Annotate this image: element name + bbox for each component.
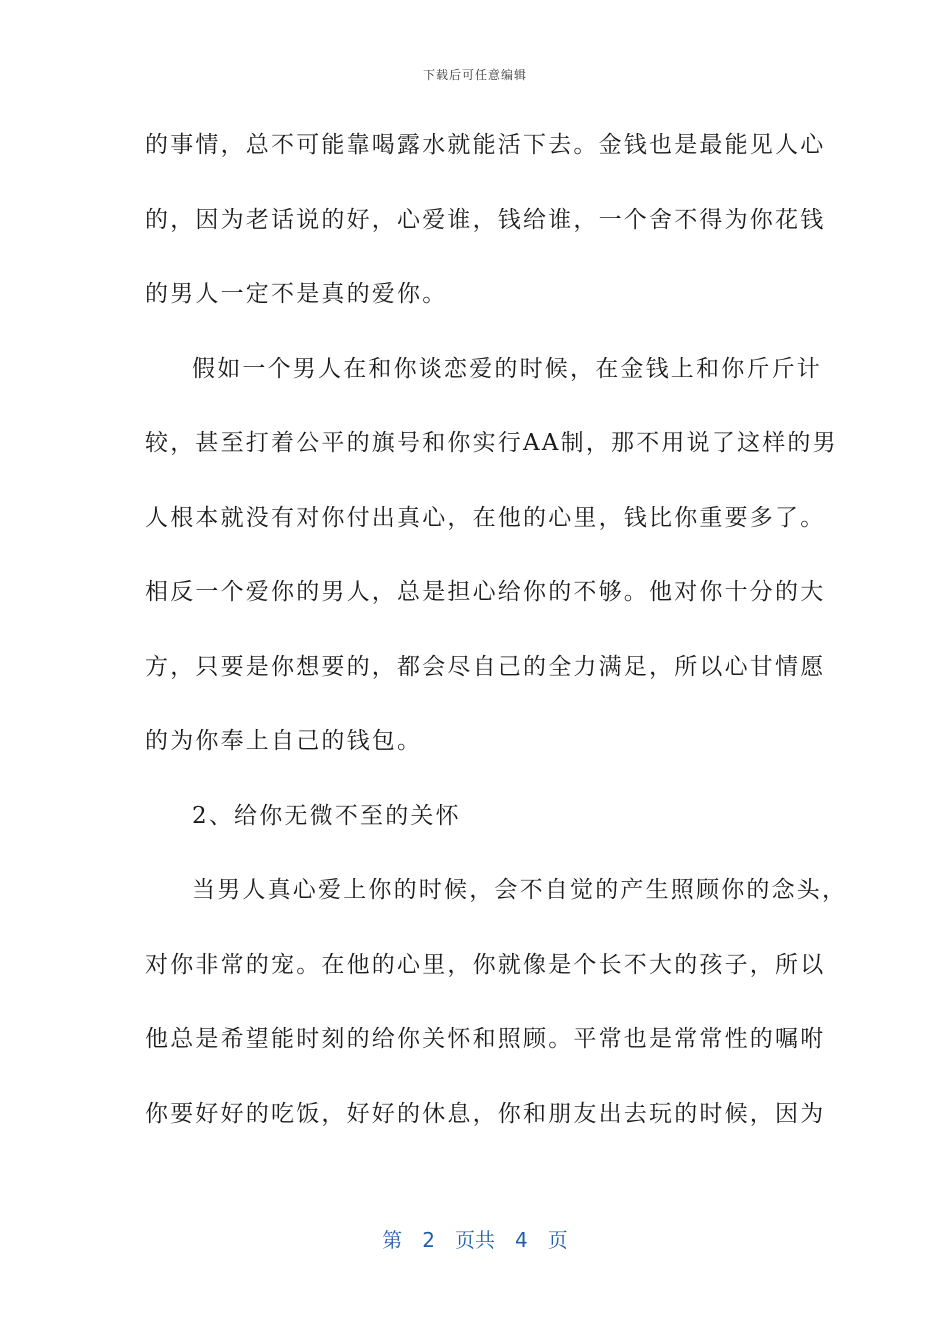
text-line: 的事情，总不可能靠喝露水就能活下去。金钱也是最能见人心 <box>145 132 826 158</box>
document-body <box>145 127 848 1170</box>
paragraph-start-line: 假如一个男人在和你谈恋爱的时候，在金钱上和你斤斤计 <box>192 355 822 382</box>
text-line: 你要好好的吃饭，好好的休息，你和朋友出去玩的时候，因为 <box>145 1100 826 1127</box>
paragraph-start-line: 当男人真心爱上你的时候，会不自觉的产生照顾你的念头， <box>192 877 848 903</box>
text-line: 对你非常的宠。在他的心里，你就像是个长不大的孩子，所以 <box>145 951 826 978</box>
text-line: 人根本就没有对你付出真心，在他的心里，钱比你重要多了。 <box>145 504 826 531</box>
page-footer <box>0 1224 950 1253</box>
footer-current-page: 2 <box>422 1228 435 1252</box>
text-line: 他总是希望能时刻的给你关怀和照顾。平常也是常常性的嘱咐 <box>145 1026 826 1052</box>
text-line: 较，甚至打着公平的旗号和你实行AA制，那不用说了这样的男 <box>145 430 838 456</box>
footer-total-pages: 4 <box>515 1228 528 1252</box>
text-line: 的，因为老话说的好，心爱谁，钱给谁，一个舍不得为你花钱 <box>145 206 826 233</box>
footer-prefix: 第 <box>382 1228 403 1252</box>
text-line: 的男人一定不是真的爱你。 <box>145 281 448 307</box>
text-line: 方，只要是你想要的，都会尽自己的全力满足，所以心甘情愿 <box>145 653 826 680</box>
section-heading: 2、给你无微不至的关怀 <box>192 802 461 829</box>
footer-suffix: 页 <box>547 1228 568 1252</box>
footer-middle: 页共 <box>455 1228 495 1252</box>
page-header-note: 下载后可任意编辑 <box>422 68 527 82</box>
text-line: 的为你奉上自己的钱包。 <box>145 728 423 754</box>
text-line: 相反一个爱你的男人，总是担心给你的不够。他对你十分的大 <box>145 579 826 605</box>
